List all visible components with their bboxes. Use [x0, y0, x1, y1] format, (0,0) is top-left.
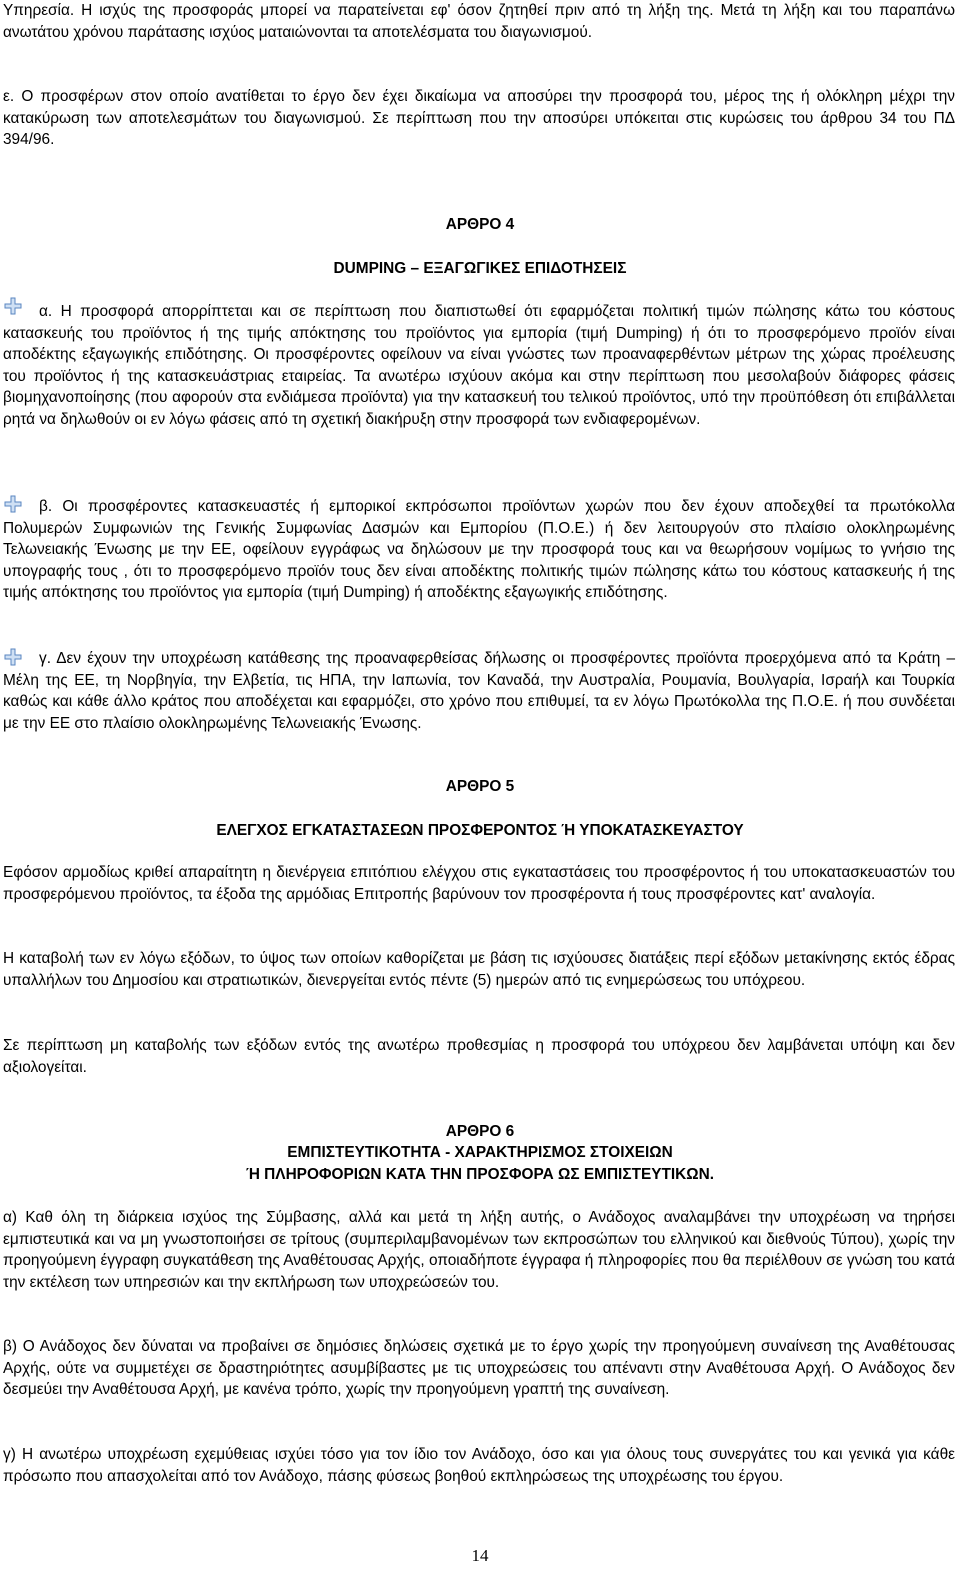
- article-4-subtitle: DUMPING – ΕΞΑΓΩΓΙΚΕΣ ΕΠΙΔΟΤΗΣΕΙΣ: [333, 260, 627, 277]
- paragraph-epsilon: ε. Ο προσφέρων στον οποίο ανατίθεται το έργο δεν έχει δικαίωμα να αποσύρει την προσφορά του, μέρος της ή ολόκληρη μέχρι την κατακύρωση των αποτελεσμάτων του διαγωνισμού. Σε περίπτωση που την αποσύρει υπόκειται στις κυρώσεις του άρθρου 34 του ΠΔ 394/96.: [3, 88, 955, 149]
- article-5-subtitle: ΕΛΕΓΧΟΣ ΕΓΚΑΤΑΣΤΑΣΕΩΝ ΠΡΟΣΦΕΡΟΝΤΟΣ Ή ΥΠΟΚΑΤΑΣΚΕΥΑΣΤΟΥ: [216, 822, 744, 839]
- article-5-title: ΑΡΘΡΟ 5: [445, 778, 515, 795]
- paragraph-6-a: α) Καθ όλη τη διάρκεια ισχύος της Σύμβασης, αλλά και μετά τη λήξη αυτής, ο Ανάδοχος αναλαμβάνει την υποχρέωση να τηρήσει εμπιστευτικά και να μη γνωστοποιήσει σε τρίτους (συμπεριλαμβανομένων των εκπροσώπων του ελληνικού και διεθνούς Τύπου), χωρίς την προηγούμενη έγγραφη συγκατάθεση της Αναθέτουσας Αρχής, οποιαδήποτε έγγραφα ή πληροφορίες που θα περιέλθουν σε γνώση του κατά την εκτέλεση των υπηρεσιών και την εκπλήρωση των υποχρεώσεών του.: [3, 1209, 955, 1291]
- page-number: 14: [471, 1546, 489, 1565]
- paragraph-6-b: β) Ο Ανάδοχος δεν δύναται να προβαίνει σε δημόσιες δηλώσεις σχετικά με το έργο χωρίς την προηγούμενη συναίνεση της Αναθέτουσας Αρχής, ούτε να συμμετέχει σε δραστηριότητες ασυμβίβαστες με τις υποχρεώσεις του απέναντι στην Αναθέτουσα Αρχή. Ο Ανάδοχος δεν δεσμεύει την Αναθέτουσα Αρχή, με κανένα τρόπο, χωρίς την προηγούμενη γραπτή της συναίνεση.: [3, 1338, 955, 1399]
- paragraph-6-c: γ) Η ανωτέρω υποχρέωση εχεμύθειας ισχύει τόσο για τον ίδιο τον Ανάδοχο, όσο και για όλους τους συνεργάτες του και γενικά για κάθε πρόσωπο που απασχολείται από τον Ανάδοχο, πάσης φύσεως βοηθού εκπληρώσεως της υποχρέωσης του έργου.: [3, 1446, 955, 1485]
- article-4-title: ΑΡΘΡΟ 4: [445, 216, 515, 233]
- article-6-title: ΑΡΘΡΟ 6: [445, 1123, 515, 1140]
- paragraph-5-1: Εφόσον αρμοδίως κριθεί απαραίτητη η διενέργεια επιτόπιου ελέγχου στις εγκαταστάσεις του προσφέροντος ή του υποκατασκευαστών του προσφερόμενου προϊόντος, τα έξοδα της αρμόδιας Επιτροπής βαρύνουν τον προσφέροντα ή τους προσφέροντες κατ' αναλογία.: [3, 864, 955, 903]
- paragraph-gamma: γ. Δεν έχουν την υποχρέωση κατάθεσης της προαναφερθείσας δήλωσης οι προσφέροντες προϊόντα προερχόμενα από τα Κράτη – Μέλη της ΕΕ, τη Νορβηγία, την Ελβετία, τις ΗΠΑ, την Ιαπωνία, τον Καναδά, την Αυστραλία, Ρουμανία, Βουλγαρία, Ισραήλ και Τουρκία καθώς και κάθε άλλο κράτος που αποδέχεται και εφαρμόζει, στο χρόνο που επιθυμεί, τα εν λόγω Πρωτόκολλα της Π.Ο.Ε. ή που συνδέεται με την ΕΕ στο πλαίσιο ολοκληρωμένης Τελωνειακής Ένωσης.: [3, 650, 955, 732]
- paragraph-5-3: Σε περίπτωση μη καταβολής των εξόδων εντός της ανωτέρω προθεσμίας η προσφορά του υπόχρεου δεν λαμβάνεται υπόψη και δεν αξιολογείται.: [3, 1037, 955, 1076]
- paragraph-5-2: Η καταβολή των εν λόγω εξόδων, το ύψος των οποίων καθορίζεται με βάση τις ισχύουσες διατάξεις περί εξόδων μετακίνησης εκτός έδρας υπαλλήλων του Δημοσίου και στρατιωτικών, διενεργείται εντός πέντε (5) ημερών από τις ενημερώσεως του υπόχρεου.: [3, 950, 955, 989]
- paragraph-beta: β. Οι προσφέροντες κατασκευαστές ή εμπορικοί εκπρόσωποι προϊόντων χωρών που δεν έχουν αποδεχθεί τα πρωτόκολλα Πολυμερών Συμφωνιών της Γενικής Συμφωνίας Δασμών και Εμπορίου (Π.Ο.Ε.) ή δεν λειτουργούν στο πλαίσιο ολοκληρωμένης Τελωνειακής Ένωσης με την ΕΕ, οφείλουν εγγράφως να δηλώσουν με την προσφορά τους και να θεωρήσουν νομίμως το γνήσιο της υπογραφής τους , ότι το προσφερόμενο προϊόν τους δεν είναι αποδέκτης πολιτικής τιμών πώλησης κάτω του κόστους κατασκευής ή της τιμής απόκτησης του προϊόντος για εμπορία (τιμή Dumping) ή αποδέκτης εξαγωγικής επιδότησης.: [3, 498, 955, 602]
- article-6-subtitle-1: ΕΜΠΙΣΤΕΥΤΙΚΟΤΗΤΑ - ΧΑΡΑΚΤΗΡΙΣΜΟΣ ΣΤΟΙΧΕΙΩΝ: [287, 1144, 673, 1161]
- article-6-subtitle-2: Ή ΠΛΗΡΟΦΟΡΙΩΝ ΚΑΤΑ ΤΗΝ ΠΡΟΣΦΟΡΑ ΩΣ ΕΜΠΙΣΤΕΥΤΙΚΩΝ.: [245, 1166, 715, 1183]
- paragraph-alpha: α. Η προσφορά απορρίπτεται και σε περίπτωση που διαπιστωθεί ότι εφαρμόζεται πολιτική τιμών πώλησης κάτω του κόστους κατασκευής του προϊόντος ή της τιμής απόκτησης του προϊόντος για εμπορία (τιμή Dumping) ή ότι το προσφερόμενο προϊόν είναι αποδέκτης εξαγωγικής επιδότησης. Οι προσφέροντες οφείλουν να είναι γνώστες των προαναφερθέντων μέτρων της χώρας προέλευσης του προϊόντος ή της κατασκευάστριας εταιρείας. Τα ανωτέρω ισχύουν ακόμα και στην περίπτωση που μεσολαβούν διάφορες φάσεις βιομηχανοποίησης (που αφορούν στα ενδιάμεσα προϊόντα) για την κατασκευή του τελικού προϊόντος, υπό την προϋπόθεση ότι επιβάλλεται ρητά να δηλωθούν οι εν λόγω φάσεις από τη σχετική διακήρυξη στην προσφορά των ενδιαφερομένων.: [3, 303, 955, 428]
- paragraph-validity: Υπηρεσία. Η ισχύς της προσφοράς μπορεί να παρατείνεται εφ' όσον ζητηθεί πριν από τη λήξη της. Μετά τη λήξη και του παραπάνω ανωτάτου χρόνου παράτασης ισχύος ματαιώνονται τα αποτελέσματα του διαγωνισμού.: [3, 2, 955, 41]
